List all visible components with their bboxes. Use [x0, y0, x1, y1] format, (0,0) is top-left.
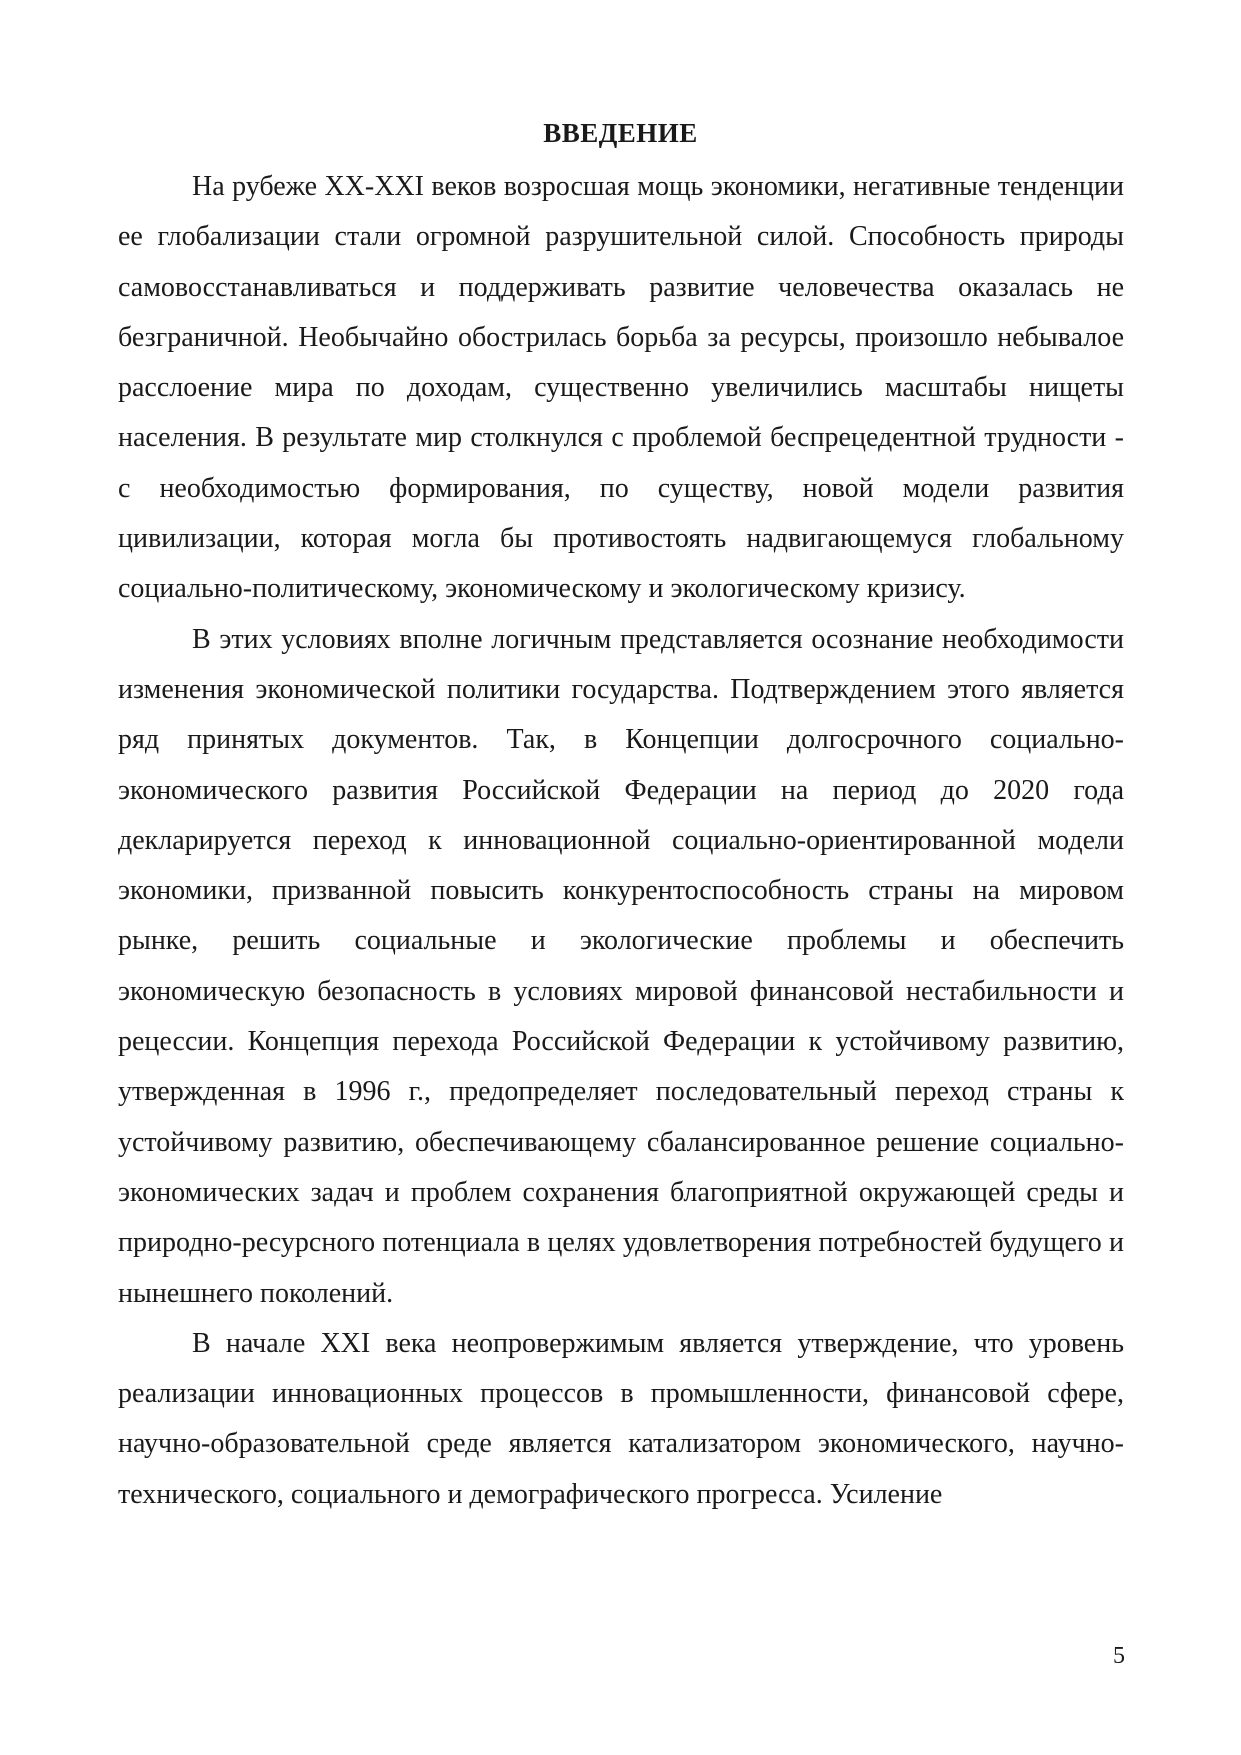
section-heading: ВВЕДЕНИЕ	[543, 118, 698, 148]
page-number: 5	[1113, 1643, 1125, 1669]
paragraph: На рубеже XX-XXI веков возросшая мощь экономики, негативные тенденции ее глобализации стали огромной разрушительной силой. Способность природы самовосстанавливаться и поддерживать развитие человечества оказалась не безграничной. Необычайно обострилась борьба за ресурсы, произошло небывалое расслоение мира по доходам, существенно увеличились масштабы нищеты населения. В результате мир столкнулся с проблемой беспрецедентной трудности - с необходимостью формирования, по существу, новой модели развития цивилизации, которая могла бы противостоять надвигающемуся глобальному социально-политическому, экономическому и экологическому кризису.	[118, 171, 1124, 605]
body-text	[118, 162, 1124, 1520]
paragraph: В этих условиях вполне логичным представляется осознание необходимости изменения экономической политики государства. Подтверждением этого является ряд принятых документов. Так, в Концепции долгосрочного социально-экономического развития Российской Федерации на период до 2020 года декларируется переход к инновационной социально-ориентированной модели экономики, призванной повысить конкурентоспособность страны на мировом рынке, решить социальные и экологические проблемы и обеспечить экономическую безопасность в условиях мировой финансовой нестабильности и рецессии. Концепция перехода Российской Федерации к устойчивому развитию, утвержденная в 1996 г., предопределяет последовательный переход страны к устойчивому развитию, обеспечивающему сбалансированное решение социально-экономических задач и проблем сохранения благоприятной окружающей среды и природно-ресурсного потенциала в целях удовлетворения потребностей будущего и нынешнего поколений.	[118, 623, 1124, 1309]
paragraph: В начале XXI века неопровержимым является утверждение, что уровень реализации инновационных процессов в промышленности, финансовой сфере, научно-образовательной среде является катализатором экономического, научно-технического, социального и демографического прогресса. Усиление	[118, 1327, 1124, 1510]
